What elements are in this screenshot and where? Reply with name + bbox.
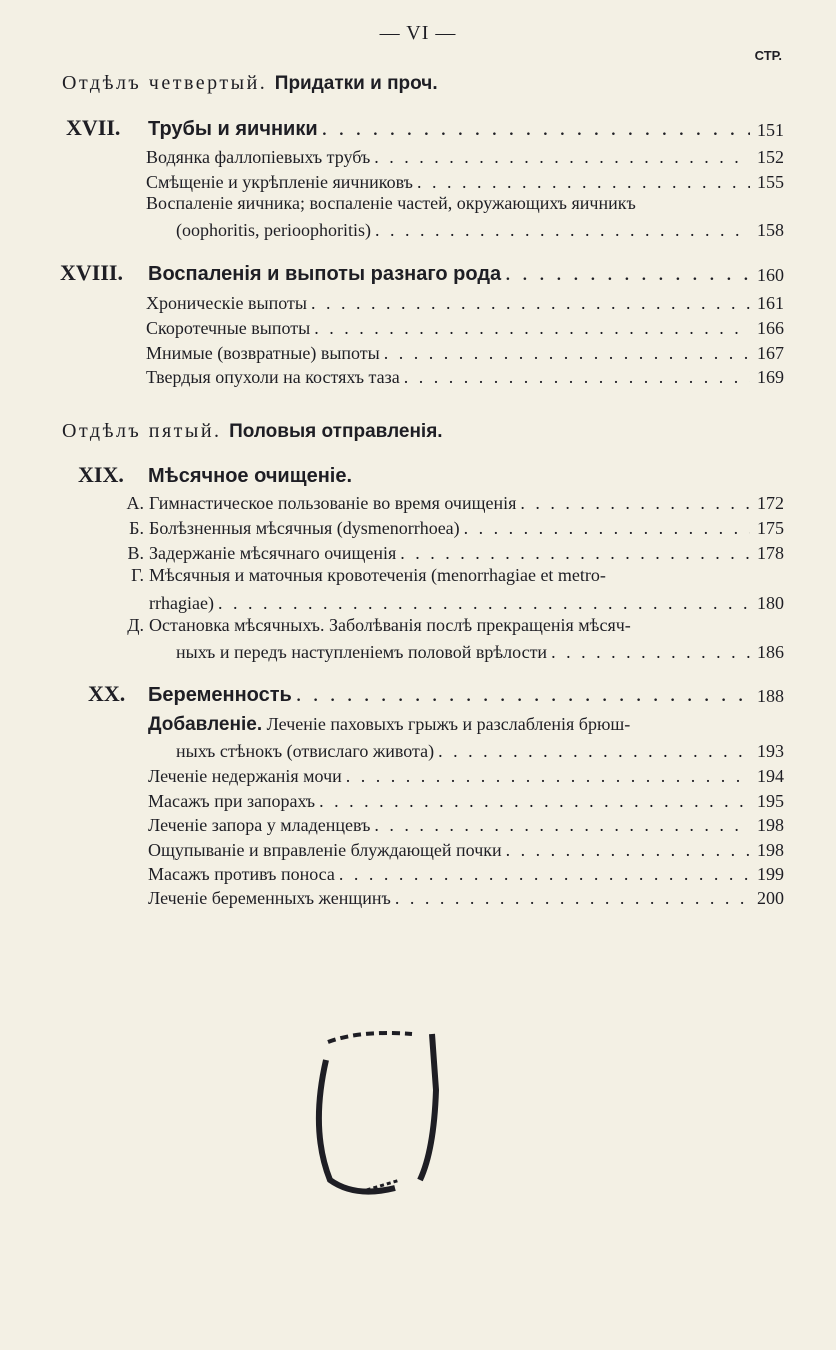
- running-head: — VI —: [379, 22, 457, 44]
- toc-entry: [149, 590, 784, 614]
- leader-dots: [218, 593, 750, 614]
- entry-text: Масажъ при запорахъ: [148, 791, 316, 811]
- page-number: 178: [757, 543, 784, 563]
- chapter-heading-20: [88, 677, 784, 707]
- part-heading-5: [62, 420, 443, 443]
- chapter-title: Трубы и яичники: [148, 118, 318, 140]
- page-number: 158: [757, 220, 784, 240]
- toc-entry: [148, 861, 784, 885]
- leader-dots: [506, 840, 750, 861]
- entry-text-line-2: (oophoritis, perioophoritis): [176, 220, 371, 240]
- toc-entry: [148, 812, 784, 836]
- leader-dots: [319, 791, 750, 812]
- page-number: 199: [757, 864, 784, 884]
- page-number: 194: [757, 766, 784, 786]
- leader-dots: [505, 260, 750, 286]
- entry-letter: А.: [126, 493, 144, 513]
- ink-ornament: [300, 1020, 460, 1210]
- page-number: 180: [757, 593, 784, 613]
- toc-entry: [114, 515, 784, 539]
- chapter-heading-19: [78, 458, 784, 488]
- toc-entry: [146, 169, 784, 193]
- toc-entry: [114, 540, 784, 564]
- entry-text: Гимнастическое пользованіе во время очищенія: [149, 493, 517, 513]
- page-number: 198: [757, 840, 784, 860]
- leader-dots: [395, 888, 750, 909]
- page-number: 193: [757, 741, 784, 761]
- entry-text-line-1: Мѣсячныя и маточныя кровотеченія (menorrhagiae et metro-: [149, 565, 606, 585]
- entry-letter: Б.: [129, 518, 144, 538]
- leader-dots: [339, 864, 750, 885]
- part-title: Половыя отправленія.: [229, 421, 443, 442]
- entry-text: Болѣзненныя мѣсячныя (dysmenorrhoea): [149, 518, 460, 538]
- leader-dots: [322, 115, 750, 141]
- toc-entry: [146, 315, 784, 339]
- entry-text: Леченіе беременныхъ женщинъ: [148, 888, 391, 908]
- page-number: 172: [757, 493, 784, 513]
- toc-entry: [148, 885, 784, 909]
- part-title: Придатки и проч.: [274, 73, 438, 94]
- page-number: 175: [757, 518, 784, 538]
- entry-text: Задержаніе мѣсячнаго очищенія: [149, 543, 397, 563]
- leader-dots: [400, 543, 750, 564]
- chapter-number: XIX.: [78, 462, 124, 487]
- page-number: 186: [757, 642, 784, 662]
- entry-letter: Д.: [127, 615, 144, 635]
- toc-entry: [148, 763, 784, 787]
- page-number: 166: [757, 318, 784, 338]
- chapter-heading-18: [60, 256, 784, 286]
- toc-entry: [148, 788, 784, 812]
- part-heading-4: [62, 72, 438, 95]
- toc-entry-line-1: [114, 565, 606, 589]
- entry-text: Мнимые (возвратные) выпоты: [146, 343, 380, 363]
- toc-entry: [176, 217, 784, 241]
- toc-entry: [114, 490, 784, 514]
- leader-dots: [404, 367, 750, 388]
- addendum-line-1: [148, 714, 630, 738]
- leader-dots: [346, 766, 750, 787]
- leader-dots: [520, 493, 750, 514]
- page-number: 151: [757, 120, 784, 140]
- leader-dots: [438, 741, 750, 762]
- chapter-number: XX.: [88, 681, 126, 706]
- toc-entry: [148, 837, 784, 861]
- entry-text-line-1: Остановка мѣсячныхъ. Заболѣванія послѣ прекращенія мѣсяч-: [149, 615, 631, 635]
- leader-dots: [374, 815, 750, 836]
- page-number: 161: [757, 293, 784, 313]
- entry-text-line-1: Леченіе паховыхъ грыжъ и разслабленія брюш-: [266, 714, 631, 734]
- leader-dots: [374, 147, 750, 168]
- toc-entry: [176, 639, 784, 663]
- toc-entry-line-1: [114, 615, 631, 639]
- entry-text: Ощупываніе и вправленіе блуждающей почки: [148, 840, 502, 860]
- page-column-label: СТР.: [754, 48, 782, 63]
- page-number: 169: [757, 367, 784, 387]
- entry-text: Хроническіе выпоты: [146, 293, 307, 313]
- chapter-heading-17: [66, 111, 784, 141]
- leader-dots: [375, 220, 750, 241]
- entry-text: Леченіе запора у младенцевъ: [148, 815, 371, 835]
- toc-entry: [146, 364, 784, 388]
- chapter-title: Мѣсячное очищеніе.: [148, 465, 353, 487]
- leader-dots: [296, 681, 750, 707]
- page-number: 160: [757, 265, 784, 285]
- entry-text: Твердыя опухоли на костяхъ таза: [146, 367, 400, 387]
- page-number: 195: [757, 791, 784, 811]
- toc-entry: [146, 340, 784, 364]
- toc-entry: [176, 738, 784, 762]
- page-number: 198: [757, 815, 784, 835]
- entry-letter: В.: [127, 543, 144, 563]
- part-label: Отдѣлъ четвертый.: [62, 72, 268, 94]
- entry-text: Скоротечные выпоты: [146, 318, 311, 338]
- page-number: 152: [757, 147, 784, 167]
- chapter-number: XVII.: [66, 115, 121, 140]
- leader-dots: [384, 343, 750, 364]
- chapter-title: Воспаленія и выпоты разнаго рода: [148, 263, 502, 285]
- chapter-number: XVIII.: [60, 260, 123, 285]
- entry-text-line-1: Воспаленіе яичника; воспаленіе частей, окружающихъ яичникъ: [146, 193, 636, 213]
- page-number: 167: [757, 343, 784, 363]
- toc-entry: [146, 144, 784, 168]
- leader-dots: [551, 642, 750, 663]
- leader-dots: [314, 318, 750, 339]
- entry-text: Масажъ противъ поноса: [148, 864, 335, 884]
- leader-dots: [311, 293, 750, 314]
- toc-entry: [146, 290, 784, 314]
- part-label: Отдѣлъ пятый.: [62, 420, 222, 442]
- addendum-label: Добавленіе.: [148, 714, 263, 735]
- entry-text: Леченіе недержанія мочи: [148, 766, 342, 786]
- page-number: 200: [757, 888, 784, 908]
- page-number: 155: [757, 172, 784, 192]
- entry-text-line-2: ныхъ стѣнокъ (отвислаго живота): [176, 741, 435, 761]
- leader-dots: [417, 172, 750, 193]
- entry-text: Смѣщеніе и укрѣпленіе яичниковъ: [146, 172, 413, 192]
- entry-letter: Г.: [131, 565, 144, 585]
- page-number: 188: [757, 686, 784, 706]
- chapter-title: Беременность: [148, 684, 292, 706]
- entry-text-line-2: ныхъ и передъ наступленіемъ половой врѣлости: [176, 642, 548, 662]
- leader-dots: [464, 518, 750, 539]
- entry-text-line-2: rrhagiae): [149, 593, 214, 613]
- entry-text: Водянка фаллопіевыхъ трубъ: [146, 147, 371, 167]
